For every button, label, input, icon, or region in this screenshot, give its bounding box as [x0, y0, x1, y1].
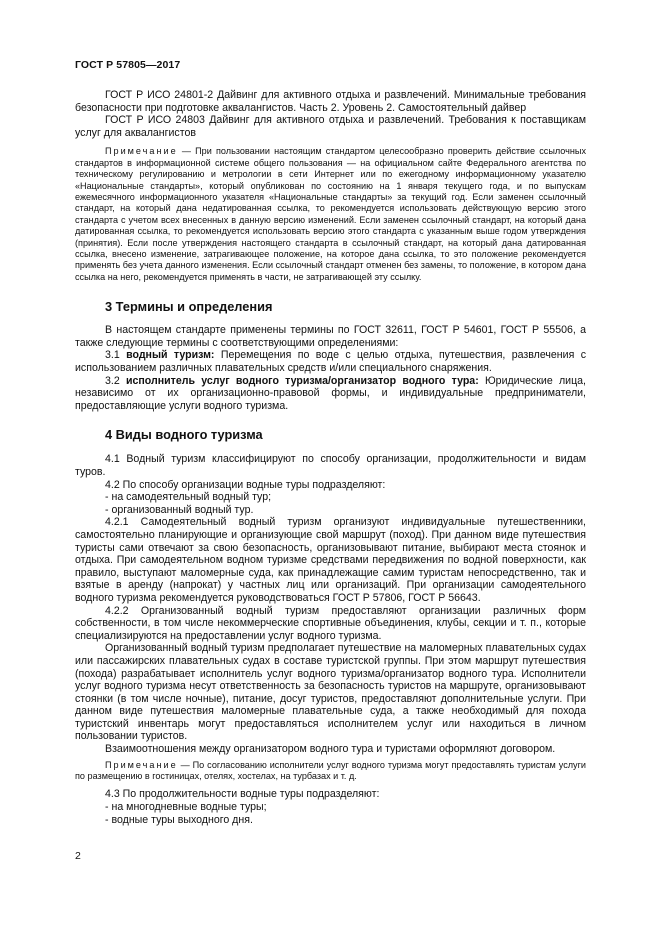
document-header: ГОСТ Р 57805—2017 [75, 59, 181, 71]
note-label: Примечание [105, 146, 178, 157]
term-3-2: 3.2 исполнитель услуг водного туризма/организатор водного тура: Юридические лица, независимо от их организационно-правовой формы, и индивидуальные предприниматели, предоставляющие услуги водного туризма. [75, 374, 586, 412]
paragraph-4-2-1: 4.2.1 Самодеятельный водный туризм организуют индивидуальные путешественники, самостоятельно планирующие и организующие свой маршрут (поход). При данном виде путешествия туристы сами отвечают за свою безопасность, организовывают питание, выбирают места стоянок и отдыха. При самодеятельном водном туризме средствами передвижения по водной поверхности, как правило, выступают маломерные суда, как принадлежащие самим туристам непосредственно, так и взятые в аренду (напрокат) у частных лиц или организаций. При организации самодеятельного водного туризма рекомендуется руководствоваться ГОСТ Р 57806, ГОСТ Р 56643. [75, 516, 586, 604]
document-body [75, 89, 586, 826]
reference-item: ГОСТ Р ИСО 24801-2 Дайвинг для активного отдыха и развлечений. Минимальные требования безопасности при подготовке аквалангистов. Часть 2. Уровень 2. Самостоятельный дайвер [75, 89, 586, 114]
term-definition: Перемещения по воде с целью отдыха, путешествия, развлечения с использованием различных плавательных средств и/или специального снаряжения. [75, 349, 586, 375]
reference-item: ГОСТ Р ИСО 24803 Дайвинг для активного отдыха и развлечений. Требования к поставщикам услуг для аквалангистов [75, 114, 586, 139]
note-text: — По согласованию исполнители услуг водного туризма могут предоставлять туристам услуги по размещению в гостиницах, отелях, хостелах, на турбазах и т. д. [75, 759, 586, 782]
paragraph-4-2-2-contract: Взаимоотношения между организатором водного тура и туристами оформляют договором. [105, 743, 556, 756]
term-3-1: 3.1 водный туризм: Перемещения по воде с целью отдыха, путешествия, развлечения с использованием различных плавательных средств и/или специального снаряжения. [75, 349, 586, 375]
paragraph-4-1: 4.1 Водный туризм классифицируют по способу организации, продолжительности и видам туров. [75, 453, 586, 478]
section-3-heading: 3 Термины и определения [105, 299, 273, 315]
note-paragraph [75, 760, 586, 783]
list-item: - водные туры выходного дня. [105, 813, 253, 826]
section-4-heading: 4 Виды водного туризма [105, 427, 263, 443]
note-paragraph [75, 146, 586, 283]
list-item: - на самодеятельный водный тур; [105, 491, 272, 504]
term-name: исполнитель услуг водного туризма/организатор водного тура: [125, 374, 479, 387]
term-name: водный туризм: [126, 349, 215, 362]
section-3-intro: В настоящем стандарте применены термины по ГОСТ 32611, ГОСТ Р 54601, ГОСТ Р 55506, а также следующие термины с соответствующими определениями: [75, 324, 586, 349]
list-item: - на многодневные водные туры; [105, 801, 267, 814]
paragraph-4-3: 4.3 По продолжительности водные туры подразделяют: [105, 788, 380, 801]
paragraph-4-2: 4.2 По способу организации водные туры подразделяют: [105, 478, 386, 491]
list-item: - организованный водный тур. [105, 503, 254, 516]
note-label: Примечание [105, 759, 178, 770]
term-definition: Юридические лица, независимо от их организационно-правовой формы, и индивидуальные предприниматели, предоставляющие услуги водного туризма. [75, 374, 586, 412]
paragraph-4-2-2-cont: Организованный водный туризм предполагает путешествие на маломерных плавательных судах или пассажирских плавательных судах в составе туристской группы. При этом маршрут путешествия (похода) разрабатывает исполнитель услуг водного туризма/организатор водного тура. Исполнители услуг водного туризма несут ответственность за безопасность туристов на маршруте, организовывают стоянки (в том числе ночные), питание, досуг туристов, предоставляют дополнительные услуги. При данном виде путешествия маломерные плавательные суда, а также необходимый для похода туристский инвентарь могут предоставляться исполнителем услуг или находиться в личном пользовании туристов. [75, 642, 586, 743]
page-number: 2 [75, 850, 81, 862]
paragraph-4-2-2: 4.2.2 Организованный водный туризм предоставляют организации различных форм собственности, в том числе некоммерческие спортивные объединения, клубы, секции и т. п., которые специализируются на предоставлении услуг водного туризма. [75, 604, 586, 642]
note-text: — При пользовании настоящим стандартом целесообразно проверить действие ссылочных стандартов в информационной системе общего пользования — на официальном сайте Федерального агентства по техническому регулированию и метрологии в сети Интернет или по ежегодному информационному указателю «Национальные стандарты», который опубликован по состоянию на 1 января текущего года, и по выпускам ежемесячного информационного указателя «Национальные стандарты» за текущий год. Если заменен ссылочный стандарт, на который дана недатированная ссылка, то рекомендуется использовать действующую версию этого стандарта с учетом всех внесенных в данную версию изменений. Если заменен ссылочный стандарт, на который дана датированная ссылка, то рекомендуется использовать версию этого стандарта с указанным выше годом утверждения (принятия). Если после утверждения настоящего стандарта в ссылочный стандарт, на который дана датированная ссылка, внесено изменение, затрагивающее положение, на которое дана ссылка, то это положение рекомендуется применять без учета данного изменения. Если ссылочный стандарт отменен без замены, то положение, в котором дана ссылка на него, рекомендуется применять в части, не затрагивающей эту ссылку. [75, 146, 586, 282]
